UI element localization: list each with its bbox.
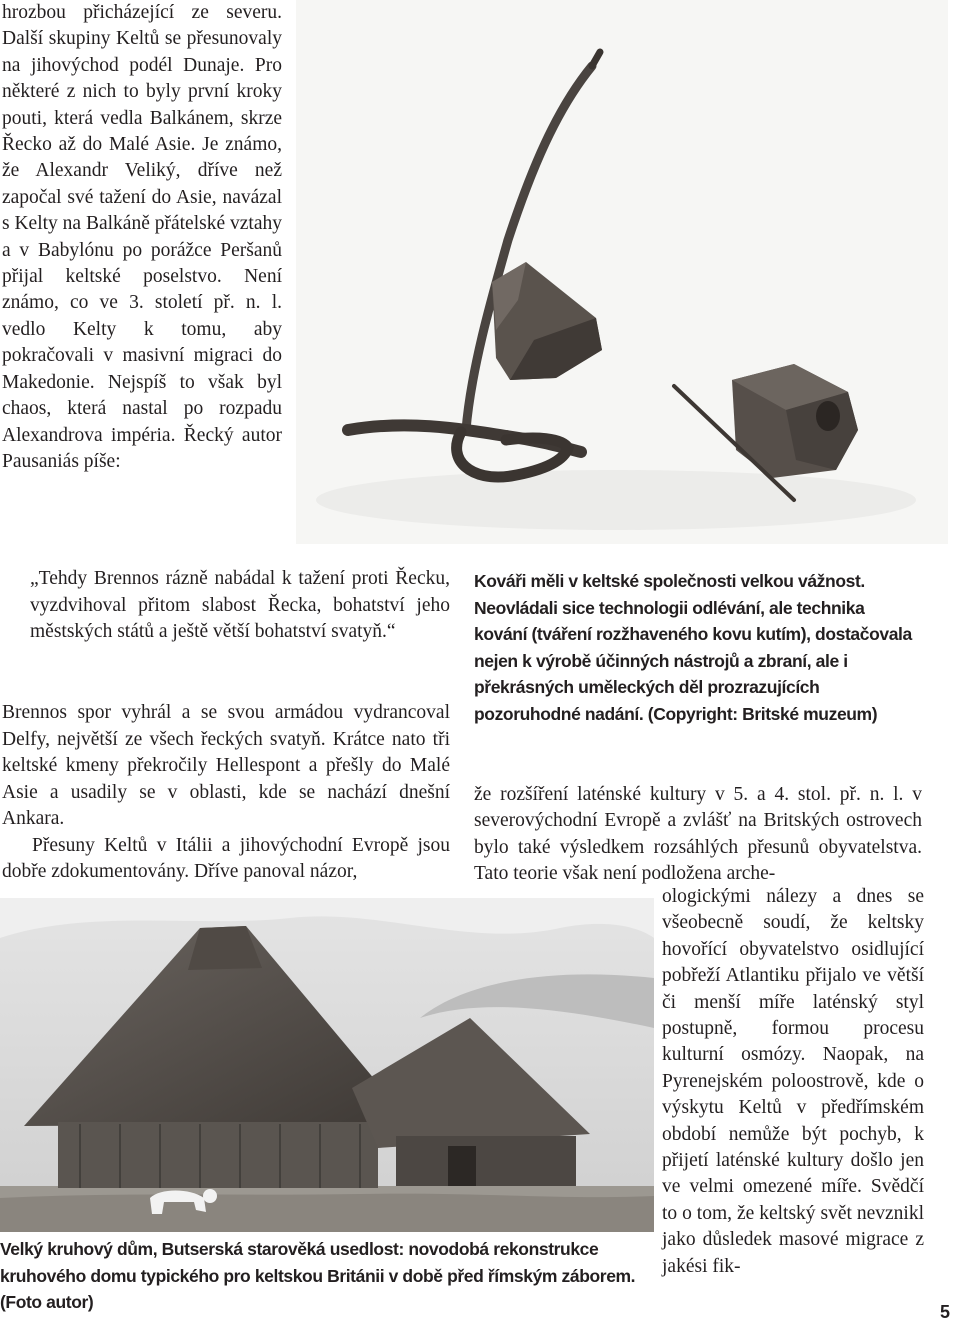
iron-tools-photo <box>296 0 948 544</box>
roundhouse-illustration <box>0 898 654 1232</box>
body-paragraph-brennos: Brennos spor vyhrál a se svou armádou vydrancoval Delfy, největší ze všech řeckých svatyň. Krátce nato tři keltské kmeny překročily Hellespont a přešly do Malé Asie a usadily se v oblasti, kde se nachází dnešní Ankara. <box>2 702 450 829</box>
roundhouse-photo <box>0 898 654 1232</box>
body-paragraph-migrations: Přesuny Keltů v Itálii a jihovýchodní Evropě jsou dobře zdokumentovány. Dříve panoval názor, <box>2 834 450 882</box>
right-column-continued-paragraph: ologickými nálezy a dnes se všeobecně soudí, že keltsky hovořící obyvatelstvo osidlující pobřeží Atlantiku přijalo ve větší či menší míře laténský styl postupně, formou procesu kulturní osmózy. Naopak, na Pyrenejském poloostrově, kde o výskytu Keltů v předřímském období nemůže být pochyb, k přijetí laténské kultury došlo jen ve velmi omezené míře. Svědčí to o tom, že keltský svět nevznikl jako důsledek masové migrace z jakési fik- <box>662 886 924 1277</box>
left-body-text <box>2 700 450 886</box>
left-column-text <box>2 0 282 475</box>
left-column-paragraph: hrozbou přicházející ze severu. Další skupiny Keltů se přesunovaly na jihovýchod podél Dunaje. Pro některé z nich to byly první kroky pouti, která vedla Balkánem, skrze Řecko až do Malé Asie. Je známo, že Alexandr Veliký, dříve než započal své tažení do Asie, navázal s Kelty na Balkáně přátelské vztahy a v Babylónu po porážce Peršanů přijal keltské poselstvo. Není známo, co ve 3. století př. n. l. vedlo Kelty k tomu, aby pokračovali v masivní migraci do Makedonie. Nejspíš to však byl chaos, která nastal po rozpadu Alexandrova impéria. Řecký autor Pausaniás píše: <box>2 2 282 472</box>
page-number: 5 <box>940 1302 951 1322</box>
iron-tools-illustration <box>296 0 948 544</box>
roundhouse-photo-caption: Velký kruhový dům, Butserská starověká usedlost: novodobá rekonstrukce kruhového domu typického pro keltskou Británii v době před římským záborem. (Foto autor) <box>0 1239 636 1312</box>
right-column-top-text <box>474 782 922 888</box>
right-column-paragraph: že rozšíření laténské kultury v 5. a 4. stol. př. n. l. v severovýchodní Evropě a zvlášť na Britských ostrovech bylo také výsledkem rozsáhlých přesunů obyvatelstva. Tato teorie však není podložena arche- <box>474 784 922 885</box>
pausanias-quote: „Tehdy Brennos rázně nabádal k tažení proti Řecku, vyzdvihoval přitom slabost Řecka, bohatství jeho městských států a ještě větší bohatství svatyň.“ <box>30 568 450 642</box>
right-column-bottom-text <box>662 884 924 1280</box>
tools-photo-caption: Kováři měli v keltské společnosti velkou vážnost. Neovládali sice technologii odlévání, ale technika kování (tváření rozžhaveného kovu kutím), dostačovala nejen k výrobě účinných nástrojů a zbraní, ale i překrásných uměleckých děl prozrazujících pozoruhodné nadání. (Copyright: Britské muzeum) <box>474 571 912 724</box>
